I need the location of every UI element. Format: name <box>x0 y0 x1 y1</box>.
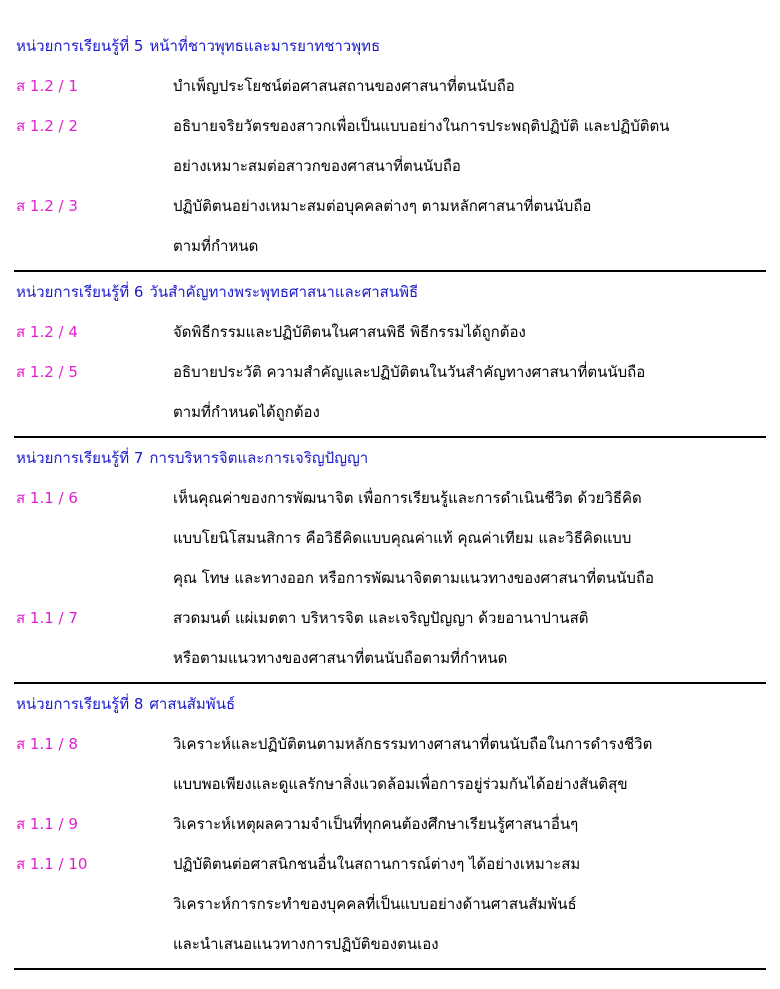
unit-label: หน่วยการเรียนรู้ที่ 8 <box>16 695 144 713</box>
learning-unit-section <box>14 272 766 438</box>
unit-title: การบริหารจิตและการเจริญปัญญา <box>149 449 369 467</box>
standard-description <box>173 106 766 186</box>
standard-description-line: อธิบายประวัติ ความสำคัญและปฏิบัติตนในวันสำคัญทางศาสนาที่ตนนับถือ <box>173 363 646 381</box>
unit-label: หน่วยการเรียนรู้ที่ 7 <box>16 449 144 467</box>
standard-description <box>173 724 766 804</box>
curriculum-document <box>0 26 780 970</box>
standard-description-line: จัดพิธีกรรมและปฏิบัติตนในศาสนพิธี พิธีกรรมได้ถูกต้อง <box>173 323 526 341</box>
standard-row <box>14 186 766 266</box>
standard-description-line: ปฏิบัติตนอย่างเหมาะสมต่อบุคคลต่างๆ ตามหลักศาสนาที่ตนนับถือ <box>173 197 592 215</box>
standard-row <box>14 724 766 804</box>
standard-description-line: วิเคราะห์การกระทำของบุคคลที่เป็นแบบอย่างด้านศาสนสัมพันธ์ <box>173 895 577 913</box>
unit-title: วันสำคัญทางพระพุทธศาสนาและศาสนพิธี <box>149 283 419 301</box>
standard-description-line: วิเคราะห์และปฏิบัติตนตามหลักธรรมทางศาสนาที่ตนนับถือในการดำรงชีวิต <box>173 735 653 753</box>
standard-description-line: อธิบายจริยวัตรของสาวกเพื่อเป็นแบบอย่างในการประพฤติปฏิบัติ และปฏิบัติตน <box>173 117 670 135</box>
unit-header <box>14 272 766 312</box>
standard-code: ส 1.1 / 10 <box>16 855 88 873</box>
standard-code: ส 1.1 / 7 <box>16 609 78 627</box>
unit-header <box>14 438 766 478</box>
standard-description-line: ตามที่กำหนดได้ถูกต้อง <box>173 403 320 421</box>
standard-row <box>14 312 766 352</box>
standard-description-line: และนำเสนอแนวทางการปฏิบัติของตนเอง <box>173 935 439 953</box>
learning-unit-section <box>14 26 766 272</box>
standard-description <box>173 312 766 352</box>
standard-description-line: สวดมนต์ แผ่เมตตา บริหารจิต และเจริญปัญญา ด้วยอานาปานสติ <box>173 609 589 627</box>
unit-title: ศาสนสัมพันธ์ <box>149 695 236 713</box>
standard-code: ส 1.2 / 2 <box>16 117 78 135</box>
standard-description <box>173 66 766 106</box>
standard-row <box>14 804 766 844</box>
standard-description <box>173 598 766 678</box>
standard-code: ส 1.1 / 9 <box>16 815 78 833</box>
standard-row <box>14 66 766 106</box>
standard-description-line: แบบโยนิโสมนสิการ คือวิธีคิดแบบคุณค่าแท้ คุณค่าเทียม และวิธีคิดแบบ <box>173 529 632 547</box>
standard-description <box>173 844 766 964</box>
standard-description-line: เห็นคุณค่าของการพัฒนาจิต เพื่อการเรียนรู้และการดำเนินชีวิต ด้วยวิธีคิด <box>173 489 642 507</box>
standard-description <box>173 804 766 844</box>
learning-unit-section <box>14 684 766 970</box>
standard-description-line: หรือตามแนวทางของศาสนาที่ตนนับถือตามที่กำหนด <box>173 649 508 667</box>
unit-header <box>14 26 766 66</box>
standard-description-line: คุณ โทษ และทางออก หรือการพัฒนาจิตตามแนวทางของศาสนาที่ตนนับถือ <box>173 569 655 587</box>
standard-row <box>14 352 766 432</box>
unit-label: หน่วยการเรียนรู้ที่ 5 <box>16 37 144 55</box>
standard-code: ส 1.1 / 6 <box>16 489 78 507</box>
standard-description-line: แบบพอเพียงและดูแลรักษาสิ่งแวดล้อมเพื่อการอยู่ร่วมกันได้อย่างสันติสุข <box>173 775 628 793</box>
unit-header <box>14 684 766 724</box>
unit-label: หน่วยการเรียนรู้ที่ 6 <box>16 283 144 301</box>
standard-code: ส 1.2 / 1 <box>16 77 78 95</box>
standard-description-line: ตามที่กำหนด <box>173 237 259 255</box>
standard-row <box>14 844 766 964</box>
standard-code: ส 1.2 / 5 <box>16 363 78 381</box>
standard-code: ส 1.2 / 4 <box>16 323 78 341</box>
standard-row <box>14 598 766 678</box>
standard-code: ส 1.2 / 3 <box>16 197 78 215</box>
standard-row <box>14 106 766 186</box>
standard-row <box>14 478 766 598</box>
standard-description-line: บำเพ็ญประโยชน์ต่อศาสนสถานของศาสนาที่ตนนับถือ <box>173 77 515 95</box>
learning-unit-section <box>14 438 766 684</box>
standard-description <box>173 352 766 432</box>
standard-description-line: ปฏิบัติตนต่อศาสนิกชนอื่นในสถานการณ์ต่างๆ ได้อย่างเหมาะสม <box>173 855 581 873</box>
standard-description-line: วิเคราะห์เหตุผลความจำเป็นที่ทุกคนต้องศึกษาเรียนรู้ศาสนาอื่นๆ <box>173 815 579 833</box>
standard-description <box>173 186 766 266</box>
standard-description <box>173 478 766 598</box>
unit-title: หน้าที่ชาวพุทธและมารยาทชาวพุทธ <box>149 37 381 55</box>
standard-description-line: อย่างเหมาะสมต่อสาวกของศาสนาที่ตนนับถือ <box>173 157 461 175</box>
standard-code: ส 1.1 / 8 <box>16 735 78 753</box>
